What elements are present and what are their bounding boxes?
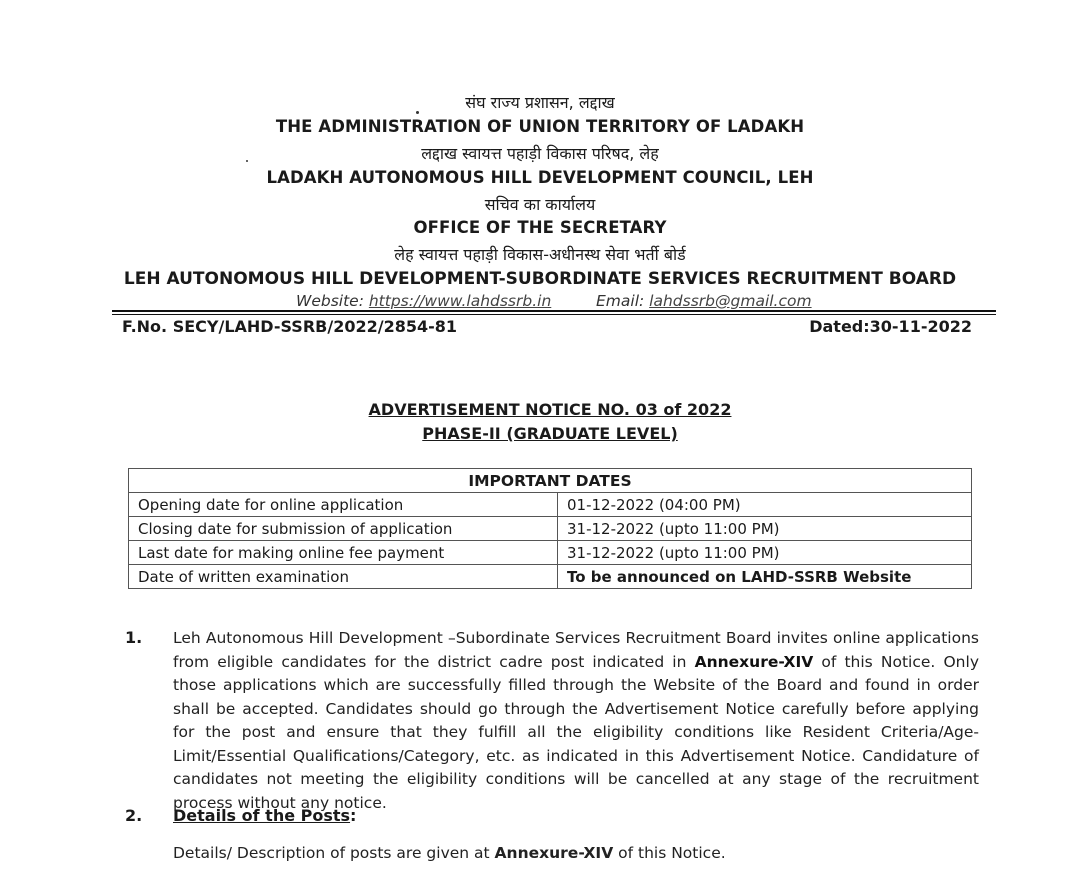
file-number: F.No. SECY/LAHD-SSRB/2022/2854-81	[122, 317, 457, 336]
header-english-line-1: THE ADMINISTRATION OF UNION TERRITORY OF LADAKH	[275, 117, 805, 136]
table-header-row	[129, 469, 972, 493]
date-label: Date of written examination	[129, 565, 558, 589]
date-value: 31-12-2022 (upto 11:00 PM)	[558, 541, 972, 565]
date-value: 31-12-2022 (upto 11:00 PM)	[558, 517, 972, 541]
section-2-text-b: of this Notice.	[613, 844, 726, 862]
date-label: Last date for making online fee payment	[129, 541, 558, 565]
header-divider-thin	[112, 314, 996, 315]
header-hindi-line-1: संघ राज्य प्रशासन, लद्दाख	[465, 93, 615, 112]
header-hindi-line-4: लेह स्वायत्त पहाड़ी विकास-अधीनस्थ सेवा भर्ती बोर्ड	[394, 245, 686, 264]
header-english-line-2: LADAKH AUTONOMOUS HILL DEVELOPMENT COUNCIL, LEH	[266, 168, 814, 187]
section-2-heading	[173, 806, 356, 825]
notice-subtitle: PHASE-II (GRADUATE LEVEL)	[422, 424, 678, 443]
email-block	[596, 292, 812, 310]
table-row	[129, 517, 972, 541]
date-label: Opening date for online application	[129, 493, 558, 517]
section-2-number: 2.	[125, 806, 143, 825]
email-link[interactable]: lahdssrb@gmail.com	[649, 292, 812, 310]
section-2-colon: :	[350, 806, 357, 825]
section-1-annexure: Annexure-XIV	[694, 652, 814, 671]
date-value: 01-12-2022 (04:00 PM)	[558, 493, 972, 517]
section-2-title: Details of the Posts	[173, 806, 351, 825]
header-english-line-4: LEH AUTONOMOUS HILL DEVELOPMENT-SUBORDINATE SERVICES RECRUITMENT BOARD	[123, 269, 957, 289]
header-divider-thick	[112, 310, 996, 312]
section-1-paragraph	[173, 627, 979, 815]
section-1-text-b: of this Notice. Only those applications which are successfully filled through the Website of the Board and found in order shall be accepted. Candidates should go through the Advertisement Notice carefully before applying for the post and ensure that they fulfill all the eligibility conditions like Resident Criteria/Age-Limit/Essential Qualifications/Category, etc. as indicated in this Advertisement Notice. Candidature of candidates not meeting the eligibility conditions will be cancelled at any stage of the recruitment process without any notice.	[173, 652, 979, 812]
header-hindi-line-2: लद्दाख स्वायत्त पहाड़ी विकास परिषद, लेह	[421, 144, 659, 163]
notice-date: Dated:30-11-2022	[809, 317, 972, 336]
table-row	[129, 565, 972, 589]
section-2-paragraph	[173, 844, 726, 862]
website-link[interactable]: https://www.lahdssrb.in	[368, 292, 552, 310]
section-2-text-a: Details/ Description of posts are given at	[173, 844, 495, 862]
section-1-text-a: Leh Autonomous Hill Development –Subordinate Services Recruitment Board invites online applications from eligible candidates for the district cadre post indicated in	[173, 629, 979, 671]
table-row	[129, 541, 972, 565]
email-label: Email:	[596, 292, 645, 310]
important-dates-table	[128, 468, 972, 589]
table-row	[129, 493, 972, 517]
header-english-line-3: OFFICE OF THE SECRETARY	[413, 218, 667, 237]
date-label: Closing date for submission of application	[129, 517, 558, 541]
header-hindi-line-3: सचिव का कार्यालय	[484, 195, 596, 214]
section-1-number: 1.	[125, 628, 143, 647]
section-2-annexure: Annexure-XIV	[494, 844, 614, 862]
website-label: Website:	[296, 292, 364, 310]
notice-title: ADVERTISEMENT NOTICE NO. 03 of 2022	[368, 400, 732, 419]
website-block	[296, 292, 551, 310]
important-dates-heading: IMPORTANT DATES	[129, 469, 972, 493]
date-value: To be announced on LAHD-SSRB Website	[558, 565, 972, 589]
